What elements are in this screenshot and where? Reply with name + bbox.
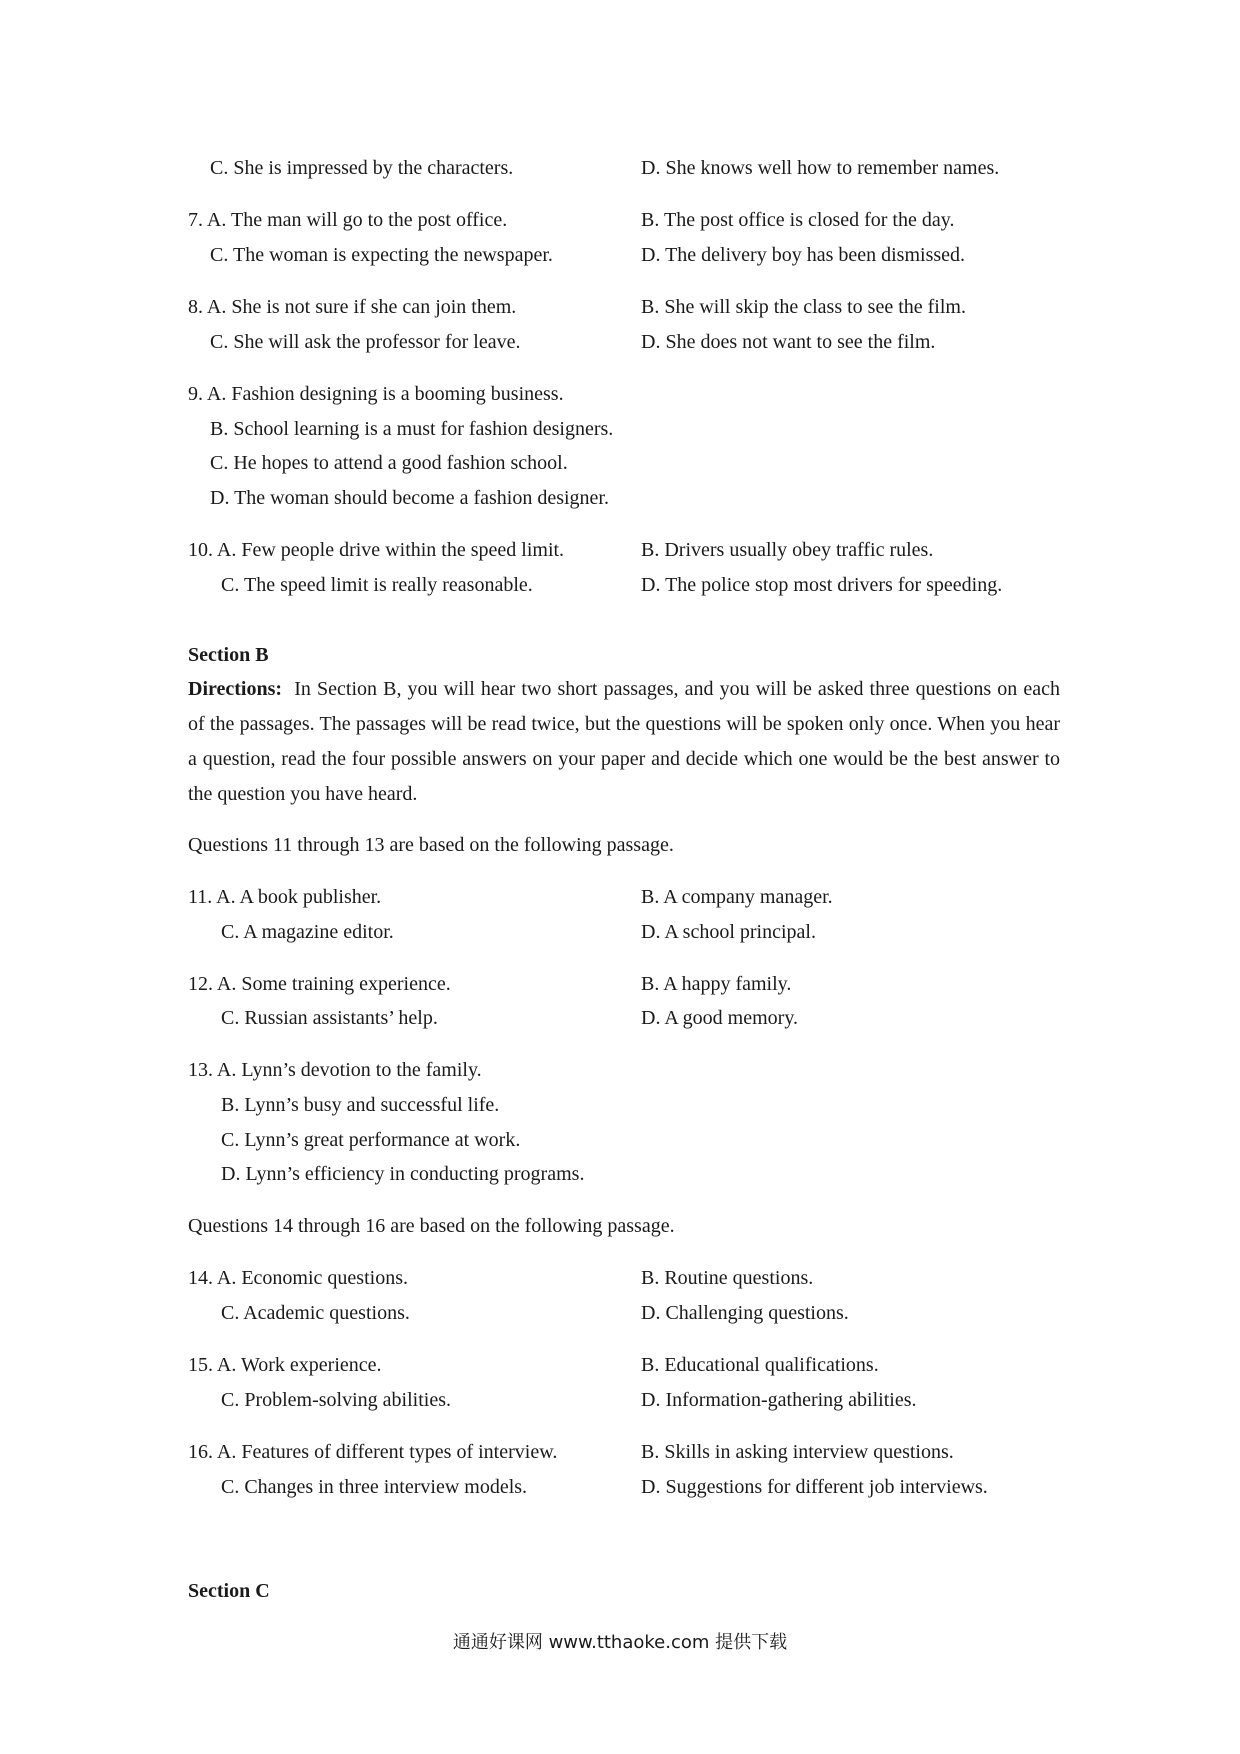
q8-option-b: B. She will skip the class to see the film.: [641, 296, 966, 318]
q7-option-d: D. The delivery boy has been dismissed.: [641, 244, 966, 266]
q13-option-d: D. Lynn’s efficiency in conducting programs.: [221, 1163, 585, 1185]
q10-option-c: C. The speed limit is really reasonable.: [221, 574, 533, 596]
q16-option-b: B. Skills in asking interview questions.: [641, 1441, 954, 1463]
q13-option-c: C. Lynn’s great performance at work.: [221, 1129, 521, 1151]
q11-option-d: D. A school principal.: [641, 921, 816, 943]
q16-option-d: D. Suggestions for different job interviews.: [641, 1476, 988, 1498]
q9-option-b: B. School learning is a must for fashion designers.: [210, 418, 614, 440]
q10-option-d: D. The police stop most drivers for speeding.: [641, 574, 1003, 596]
q6-option-c: C. She is impressed by the characters.: [210, 157, 514, 179]
q11-option-b: B. A company manager.: [641, 886, 833, 908]
directions-text: In Section B, you will hear two short passages, and you will be asked three questions on each of the passages. The passages will be read twice, but the questions will be spoken only once. When you hear a question, read the four possible answers on your paper and decide which one would be the best answer to the question you have heard.: [188, 678, 1061, 805]
q7-option-b: B. The post office is closed for the day.: [641, 209, 955, 231]
q9-option-a: 9. A. Fashion designing is a booming business.: [188, 383, 564, 405]
q8-option-a: 8. A. She is not sure if she can join them.: [188, 296, 517, 318]
q15-option-c: C. Problem-solving abilities.: [221, 1389, 451, 1411]
q15-option-a: 15. A. Work experience.: [188, 1354, 382, 1376]
q15-option-b: B. Educational qualifications.: [641, 1354, 879, 1376]
q12-option-d: D. A good memory.: [641, 1007, 799, 1029]
q16-option-c: C. Changes in three interview models.: [221, 1476, 528, 1498]
q6-option-d: D. She knows well how to remember names.: [641, 157, 1000, 179]
q14-option-d: D. Challenging questions.: [641, 1302, 849, 1324]
q9-option-c: C. He hopes to attend a good fashion school.: [210, 452, 568, 474]
q16-option-a: 16. A. Features of different types of interview.: [188, 1441, 558, 1463]
q7-option-a: 7. A. The man will go to the post office.: [188, 209, 508, 231]
q13-option-b: B. Lynn’s busy and successful life.: [221, 1094, 500, 1116]
q10-option-b: B. Drivers usually obey traffic rules.: [641, 539, 934, 561]
q7-option-c: C. The woman is expecting the newspaper.: [210, 244, 553, 266]
q12-option-b: B. A happy family.: [641, 973, 792, 995]
q14-option-a: 14. A. Economic questions.: [188, 1267, 408, 1289]
q15-option-d: D. Information-gathering abilities.: [641, 1389, 917, 1411]
q11-option-a: 11. A. A book publisher.: [188, 886, 382, 908]
q14-option-b: B. Routine questions.: [641, 1267, 814, 1289]
section-b-directions: [188, 672, 1060, 812]
q11-option-c: C. A magazine editor.: [221, 921, 394, 943]
q9-option-d: D. The woman should become a fashion designer.: [210, 487, 609, 509]
q12-option-c: C. Russian assistants’ help.: [221, 1007, 438, 1029]
directions-label: Directions:: [188, 678, 283, 700]
q12-option-a: 12. A. Some training experience.: [188, 973, 451, 995]
footer-watermark: 通通好课网 www.tthaoke.com 提供下载: [452, 1632, 788, 1653]
q10-option-a: 10. A. Few people drive within the speed limit.: [188, 539, 565, 561]
q8-option-c: C. She will ask the professor for leave.: [210, 331, 521, 353]
q14-option-c: C. Academic questions.: [221, 1302, 410, 1324]
q13-option-a: 13. A. Lynn’s devotion to the family.: [188, 1059, 482, 1081]
section-b-title: Section B: [188, 644, 269, 666]
q8-option-d: D. She does not want to see the film.: [641, 331, 936, 353]
section-c-title: Section C: [188, 1580, 270, 1602]
passage1-intro: Questions 11 through 13 are based on the following passage.: [188, 834, 674, 856]
passage2-intro: Questions 14 through 16 are based on the following passage.: [188, 1215, 675, 1237]
